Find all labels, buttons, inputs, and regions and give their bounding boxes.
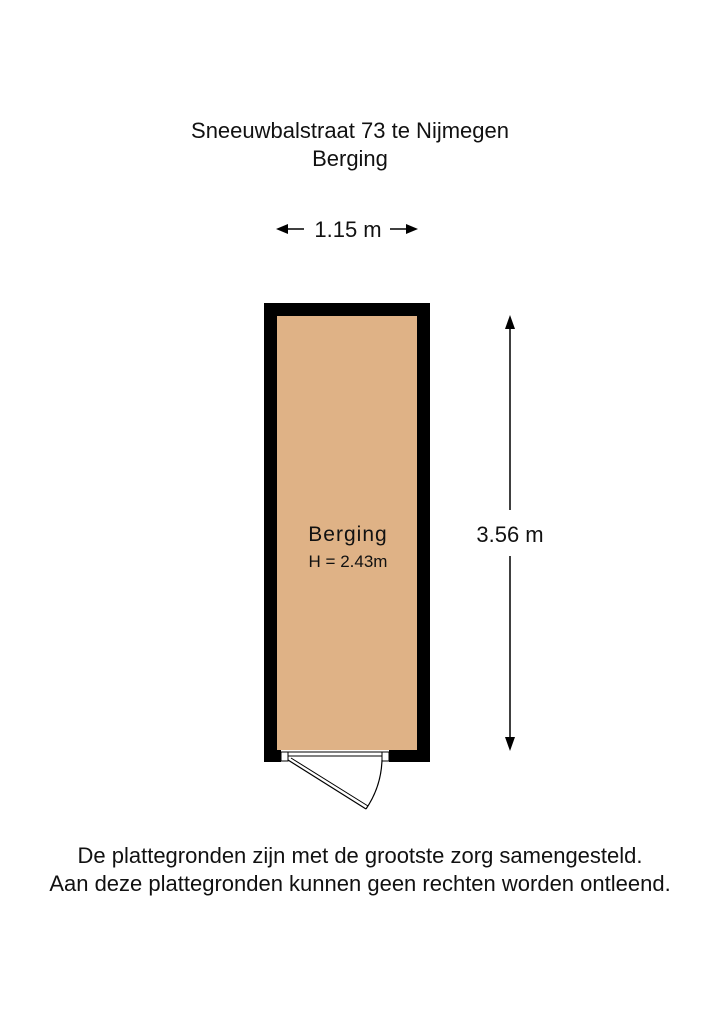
depth-arrow-bottom-head [505, 737, 515, 751]
depth-dimension [476, 315, 543, 751]
door-jamb-left [281, 752, 288, 761]
width-arrow-right-head [406, 224, 418, 234]
room-height-label: H = 2.43m [308, 552, 388, 571]
disclaimer-line-2: Aan deze plattegronden kunnen geen rechten worden ontleend. [49, 871, 671, 896]
door-jamb-right [382, 752, 389, 761]
width-label: 1.15 m [314, 217, 382, 242]
width-arrow-left-head [276, 224, 288, 234]
width-dimension [276, 217, 418, 242]
disclaimer-line-1: De plattegronden zijn met de grootste zorg samengesteld. [77, 843, 643, 868]
door-swing-arc [366, 760, 382, 809]
depth-arrow-top-head [505, 315, 515, 329]
depth-label: 3.56 m [476, 522, 544, 547]
room-berging [264, 303, 430, 809]
door-leaf [288, 760, 366, 809]
room-name-label: Berging [308, 523, 388, 546]
door-leaf-inner [291, 758, 368, 806]
address-title: Sneeuwbalstraat 73 te Nijmegen [191, 118, 509, 143]
floor-title: Berging [312, 146, 388, 171]
